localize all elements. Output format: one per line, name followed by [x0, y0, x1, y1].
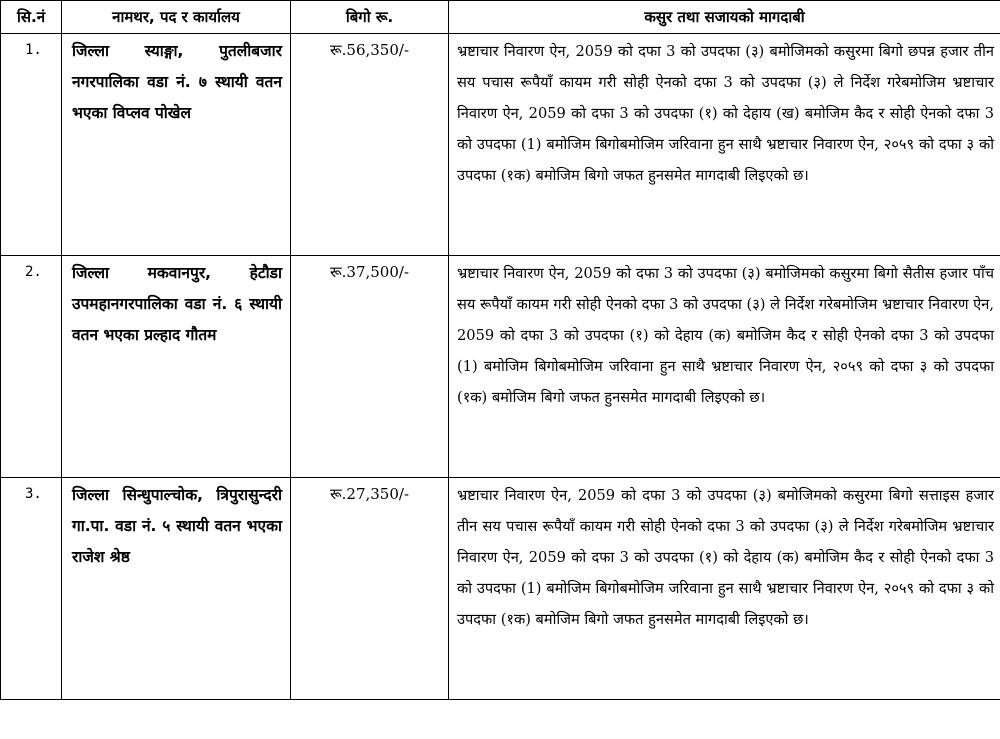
row-name: जिल्ला सिन्धुपाल्चोक, त्रिपुरासुन्दरी गा.पा. वडा नं. ५ स्थायी वतन भएका राजेश श्रेष्ठ [62, 478, 291, 700]
row-sn: 1. [1, 34, 62, 256]
header-sn: सि.नं [1, 1, 62, 34]
row-sn: 3. [1, 478, 62, 700]
row-charge: भ्रष्टाचार निवारण ऐन, 2059 को दफा 3 को उपदफा (३) बमोजिमको कसुरमा बिगो छपन्न हजार तीन सय पचास रूपैयाँ कायम गरी सोही ऐनको दफा 3 को उपदफा (३) ले निर्देश गरेबमोजिम भ्रष्टाचार निवारण ऐन, 2059 को दफा 3 को उपदफा (१) को देहाय (ख) बमोजिम कैद र सोही ऐनको दफा 3 को उपदफा (1) बमोजिम बिगोबमोजिम जरिवाना हुन साथै भ्रष्टाचार निवारण ऐन, २०५९ को दफा ३ को उपदफा (१क) बमोजिम बिगो जफत हुनसमेत मागदाबी लिइएको छ। [449, 34, 1000, 256]
row-amount: रू.37,500/- [291, 256, 449, 478]
table-row [1, 256, 1000, 478]
row-name: जिल्ला मकवानपुर, हेटौडा उपमहानगरपालिका वडा नं. ६ स्थायी वतन भएका प्रल्हाद गौतम [62, 256, 291, 478]
row-charge: भ्रष्टाचार निवारण ऐन, 2059 को दफा 3 को उपदफा (३) बमोजिमको कसुरमा बिगो सत्ताइस हजार तीन सय पचास रूपैयाँ कायम गरी सोही ऐनको दफा 3 को उपदफा (३) ले निर्देश गरेबमोजिम भ्रष्टाचार निवारण ऐन, 2059 को दफा 3 को उपदफा (१) को देहाय (क) बमोजिम कैद र सोही ऐनको दफा 3 को उपदफा (1) बमोजिम बिगोबमोजिम जरिवाना हुन साथै भ्रष्टाचार निवारण ऐन, २०५९ को दफा ३ को उपदफा (१क) बमोजिम बिगो जफत हुनसमेत मागदाबी लिइएको छ। [449, 478, 1000, 700]
table-row [1, 478, 1000, 700]
header-row [1, 1, 1000, 34]
row-sn: 2. [1, 256, 62, 478]
table-row [1, 34, 1000, 256]
row-amount: रू.56,350/- [291, 34, 449, 256]
header-charge: कसुर तथा सजायको मागदाबी [449, 1, 1000, 34]
row-amount: रू.27,350/- [291, 478, 449, 700]
header-name: नामथर, पद र कार्यालय [62, 1, 291, 34]
row-name: जिल्ला स्याङ्गा, पुतलीबजार नगरपालिका वडा नं. ७ स्थायी वतन भएका विप्लव पोखेल [62, 34, 291, 256]
row-charge: भ्रष्टाचार निवारण ऐन, 2059 को दफा 3 को उपदफा (३) बमोजिमको कसुरमा बिगो सैतीस हजार पाँच सय रूपैयाँ कायम गरी सोही ऐनको दफा 3 को उपदफा (३) ले निर्देश गरेबमोजिम भ्रष्टाचार निवारण ऐन, 2059 को दफा 3 को उपदफा (१) को देहाय (क) बमोजिम कैद र सोही ऐनको दफा 3 को उपदफा (1) बमोजिम बिगोबमोजिम जरिवाना हुन साथै भ्रष्टाचार निवारण ऐन, २०५९ को दफा ३ को उपदफा (१क) बमोजिम बिगो जफत हुनसमेत मागदाबी लिइएको छ। [449, 256, 1000, 478]
header-amount: बिगो रू. [291, 1, 449, 34]
